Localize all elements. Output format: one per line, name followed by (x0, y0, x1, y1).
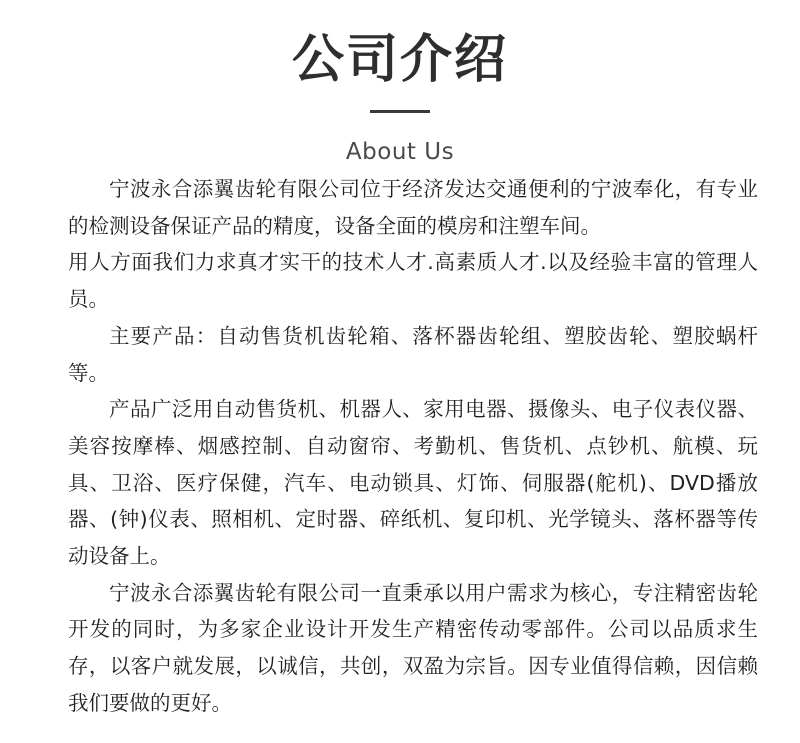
paragraph-applications: 产品广泛用自动售货机、机器人、家用电器、摄像头、电子仪表仪器、美容按摩棒、烟感控制、自动窗帘、考勤机、售货机、点钞机、航模、玩具、卫浴、医疗保健，汽车、电动锁具、灯饰、伺服器(舵机)、DVD播放器、(钟)仪表、照相机、定时器、碎纸机、复印机、光学镜头、落杯器等传动设备上。 (68, 397, 758, 569)
intro-body (68, 171, 758, 722)
page-subtitle: About Us (345, 139, 455, 165)
paragraph-philosophy: 宁波永合添翼齿轮有限公司一直秉承以用户需求为核心，专注精密齿轮开发的同时，为多家企业设计开发生产精密传动零部件。公司以品质求生存，以客户就发展，以诚信，共创，双盈为宗旨。因专业值得信赖，因信赖我们要做的更好。 (68, 580, 758, 715)
paragraph-location: 宁波永合添翼齿轮有限公司位于经济发达交通便利的宁波奉化，有专业的检测设备保证产品的精度，设备全面的模房和注塑车间。 (68, 177, 758, 238)
page-title: 公司介绍 (291, 30, 508, 90)
title-divider (370, 110, 430, 113)
paragraph-staffing: 用人方面我们力求真才实干的技术人才.高素质人才.以及经验丰富的管理人员。 (68, 250, 758, 312)
paragraph-products: 主要产品：自动售货机齿轮箱、落杯器齿轮组、塑胶齿轮、塑胶蜗杆等。 (68, 323, 758, 385)
